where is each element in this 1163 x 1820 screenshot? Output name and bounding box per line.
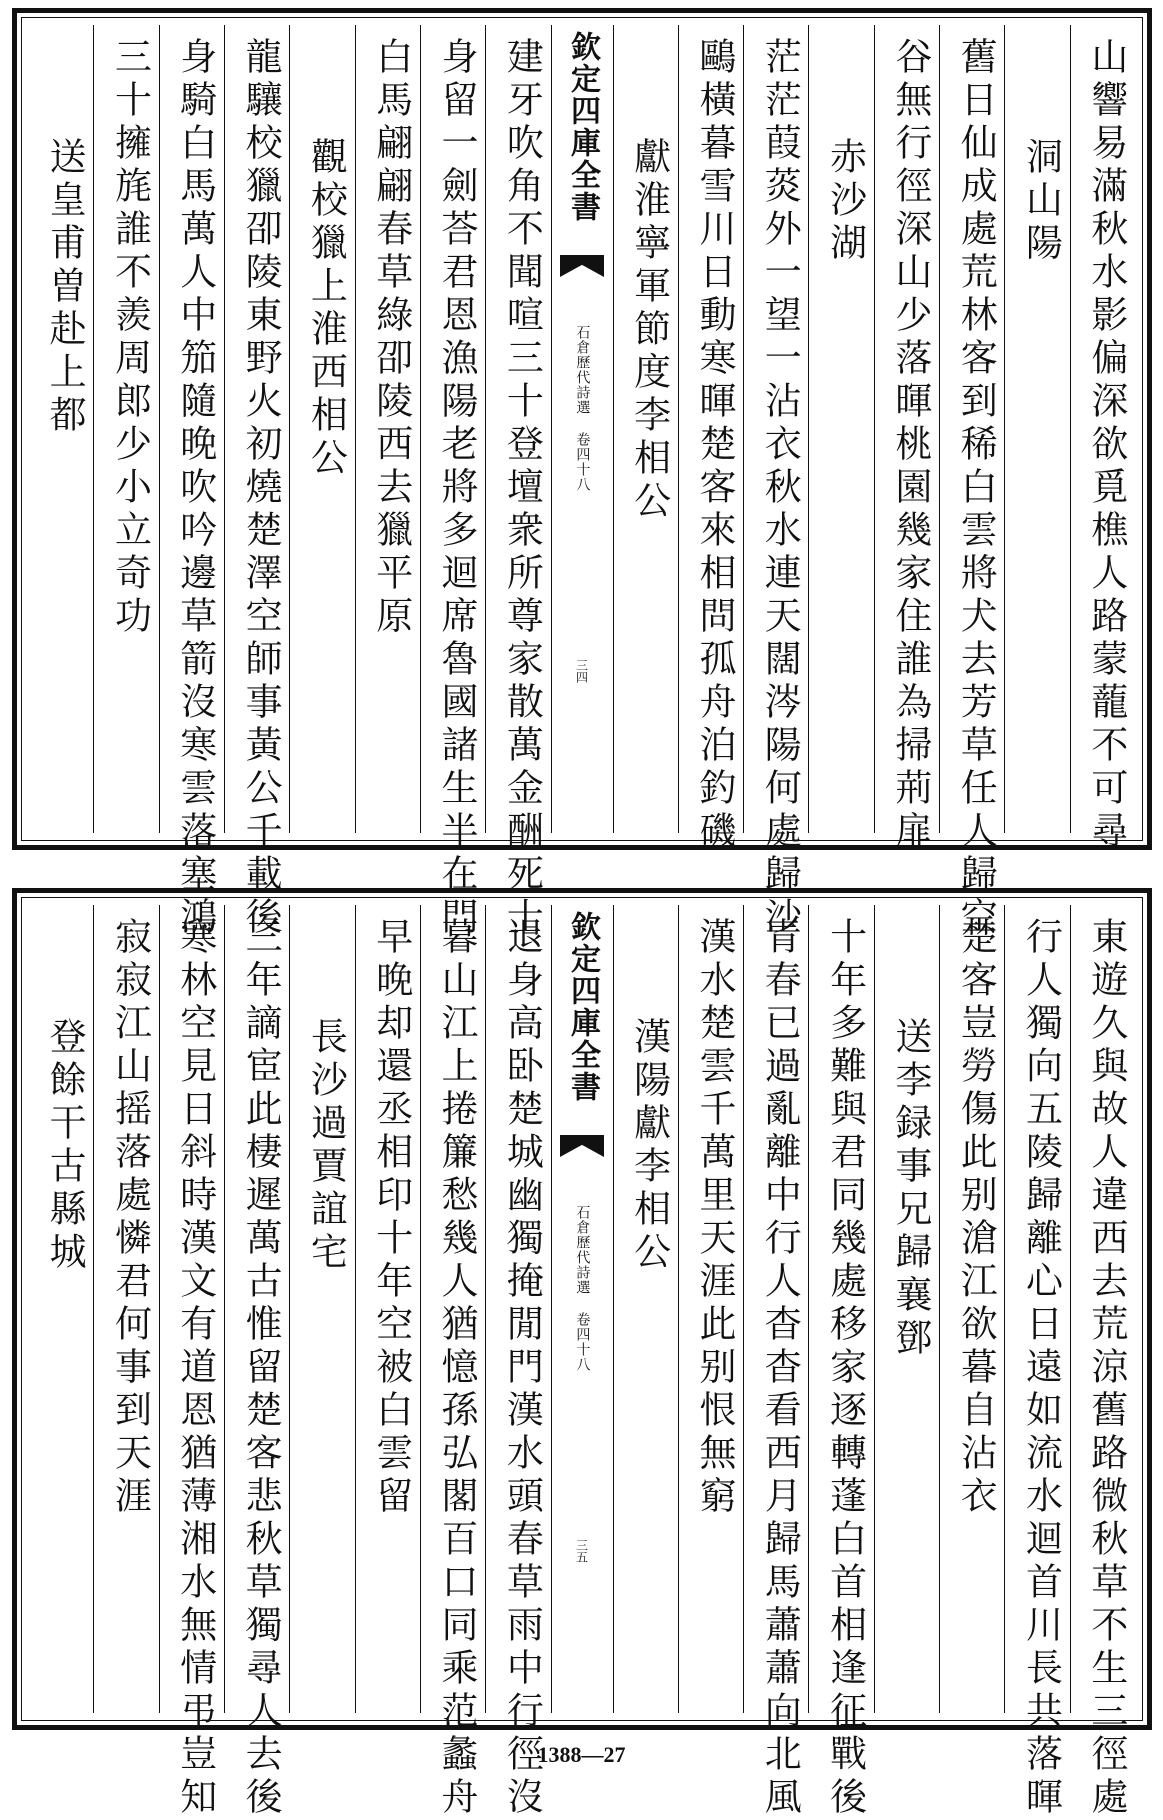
center-fold-column	[551, 905, 613, 1713]
collection-name: 石倉歷代詩選	[574, 1205, 591, 1295]
book-title: 欽定四庫全書	[565, 31, 600, 223]
page-footer-number: 1388—27	[537, 1742, 626, 1767]
verse-line: 暮山江上捲簾愁幾人猶憶孫弘閣百口同乘范蠡舟	[435, 917, 479, 1820]
text-column	[874, 905, 939, 1713]
text-column	[485, 25, 550, 940]
collection-title	[574, 325, 591, 492]
poem-title: 漢陽獻李相公	[627, 1017, 671, 1275]
text-column	[939, 25, 1004, 940]
verse-line: 寒林空見日斜時漢文有道恩猶薄湘水無情弔豈知	[173, 917, 217, 1820]
poem-title: 獻淮寧軍節度李相公	[627, 137, 671, 524]
fishtail-mark	[560, 1135, 604, 1157]
text-column	[159, 25, 224, 940]
poem-title: 赤沙湖	[823, 137, 867, 266]
text-column	[743, 25, 808, 940]
text-column	[420, 905, 485, 1820]
poem-title: 洞山陽	[1019, 137, 1063, 266]
text-column	[613, 25, 678, 833]
verse-line: 十年多難與君同幾處移家逐轉蓬白首相逢征戰後	[823, 917, 867, 1820]
fishtail-mark	[560, 255, 604, 277]
verse-line: 行人獨向五陵歸離心日遠如流水迴首川長共落暉	[1019, 917, 1063, 1820]
text-column	[808, 905, 873, 1820]
verse-line: 茫茫葭菼外一望一沾衣秋水連天闊涔陽何處歸沙	[758, 37, 802, 940]
text-column	[939, 905, 1004, 1713]
text-column	[159, 905, 224, 1820]
volume-number: 卷四十八	[574, 432, 591, 492]
text-column	[224, 905, 289, 1820]
volume-number: 卷四十八	[574, 1312, 591, 1372]
verse-line: 龍驤校獵卲陵東野火初燒楚澤空師事黃公千載後	[239, 37, 283, 940]
text-column	[1070, 25, 1135, 854]
text-column	[355, 905, 420, 1713]
text-column	[224, 25, 289, 940]
text-column	[93, 905, 158, 1713]
poem-title: 觀校獵上淮西相公	[304, 137, 348, 481]
center-fold-column	[551, 25, 613, 833]
verse-line: 舊日仙成處荒林客到稀白雲將犬去芳草任人歸空	[954, 37, 998, 940]
poem-title: 送李録事兄歸襄鄧	[888, 1017, 932, 1361]
text-column	[485, 905, 550, 1820]
text-column	[613, 905, 678, 1713]
verse-line: 身騎白馬萬人中笳隨晚吹吟邊草箭沒寒雲落塞鴻	[173, 37, 217, 940]
text-column	[808, 25, 873, 833]
verse-line: 漢水楚雲千萬里天涯此别恨無窮	[692, 917, 736, 1519]
leaf-number: 三四	[574, 659, 589, 683]
text-column	[678, 25, 743, 854]
verse-line: 退身高卧楚城幽獨掩閒門漢水頭春草雨中行徑沒	[500, 917, 544, 1820]
upper-page-columns	[29, 25, 1135, 940]
leaf-number: 三五	[574, 1539, 589, 1563]
text-column	[874, 25, 939, 854]
book-title: 欽定四庫全書	[565, 911, 600, 1103]
verse-line: 山響易滿秋水影偏深欲覓樵人路蒙蘢不可尋	[1084, 37, 1128, 854]
poem-title: 送皇甫曽赴上都	[43, 137, 87, 438]
verse-line: 三十擁旄誰不羨周郎少小立奇功	[108, 37, 152, 639]
text-column	[29, 905, 93, 1713]
verse-line: 谷無行徑深山少落暉桃園幾家住誰為掃荊扉	[888, 37, 932, 854]
text-column	[355, 25, 420, 833]
verse-line: 身留一劍荅君恩漁陽老將多迴席魯國諸生半在門	[435, 37, 479, 940]
text-column	[289, 25, 354, 833]
poem-title: 長沙過賈誼宅	[304, 1017, 348, 1275]
collection-name: 石倉歷代詩選	[574, 325, 591, 415]
text-column	[93, 25, 158, 833]
text-column	[1004, 905, 1069, 1820]
verse-line: 早晚却還丞相印十年空被白雲留	[369, 917, 413, 1519]
text-column	[743, 905, 808, 1820]
text-column	[678, 905, 743, 1713]
upper-page	[12, 8, 1152, 940]
text-column	[1070, 905, 1135, 1820]
verse-line: 青春已過亂離中行人杳杳看西月歸馬蕭蕭向北風	[758, 917, 802, 1820]
verse-line: 白馬翩翩春草綠卲陵西去獵平原	[369, 37, 413, 639]
verse-line: 楚客豈勞傷此别滄江欲暮自沾衣	[954, 917, 998, 1519]
verse-line: 建牙吹角不聞喧三十登壇衆所尊家散萬金酬死士	[500, 37, 544, 940]
collection-title	[574, 1205, 591, 1372]
verse-line: 寂寂江山摇落處憐君何事到天涯	[108, 917, 152, 1519]
verse-line: 三年謫宦此棲遲萬古惟留楚客悲秋草獨尋人去後	[239, 917, 283, 1820]
text-column	[29, 25, 93, 833]
text-column	[1004, 25, 1069, 833]
text-column	[289, 905, 354, 1713]
poem-title: 登餘干古縣城	[43, 1017, 87, 1275]
verse-line: 東遊久與故人違西去荒涼舊路微秋草不生三徑處	[1084, 917, 1128, 1820]
verse-line: 鷗橫暮雪川日動寒暉楚客來相問孤舟泊釣磯	[692, 37, 736, 854]
text-column	[420, 25, 485, 940]
